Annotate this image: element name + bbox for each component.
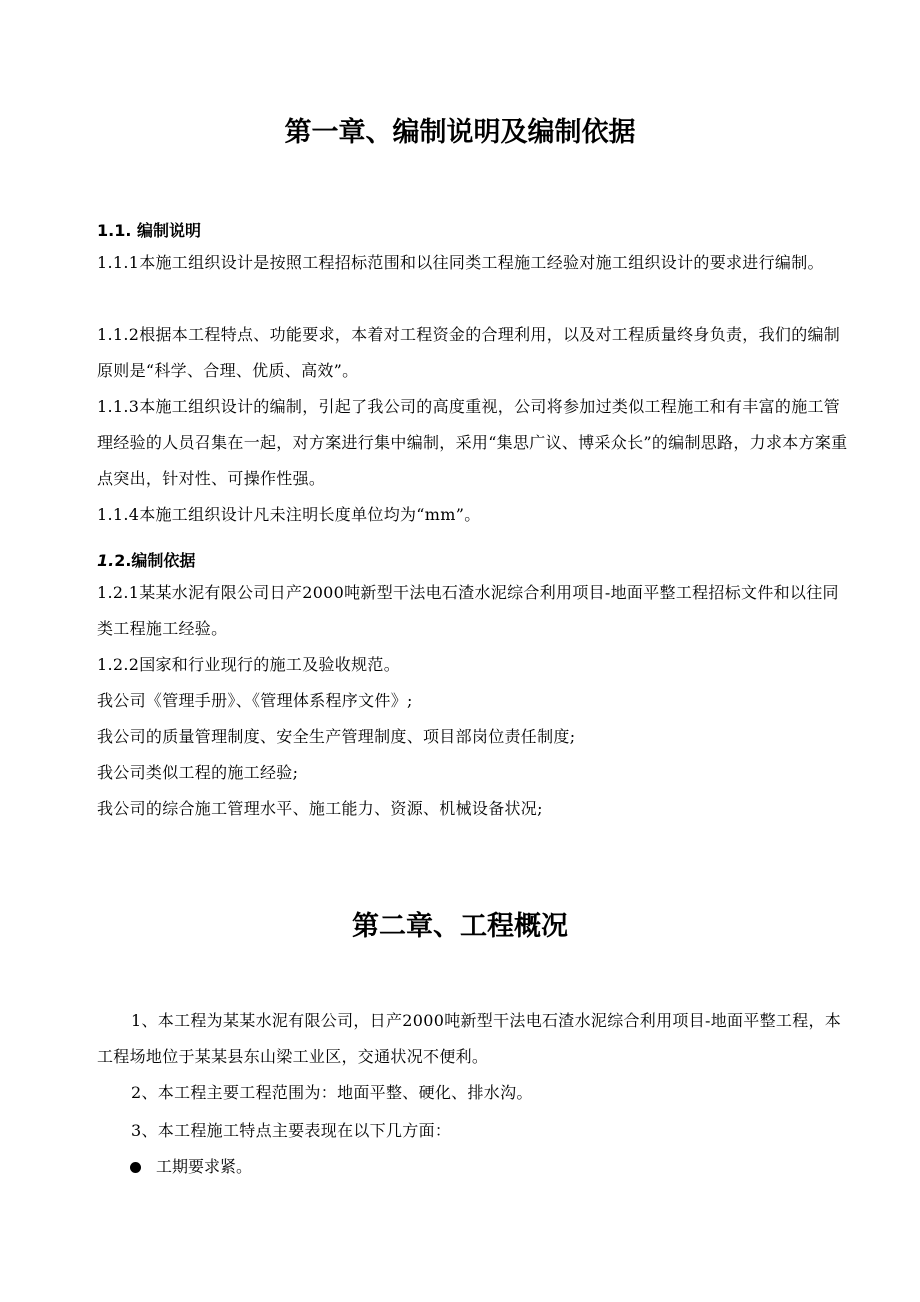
bullet-dot-icon bbox=[130, 1162, 141, 1173]
paragraph-1-1-1: 1.1.1本施工组织设计是按照工程招标范围和以往同类工程施工经验对施工组织设计的要求进行编制。 bbox=[97, 253, 824, 272]
overview-paragraph-2: 2、本工程主要工程范围为：地面平整、硬化、排水沟。 bbox=[131, 1083, 533, 1102]
section-1-2-heading bbox=[97, 550, 195, 572]
section-1-2-heading-text: 2.编制依据 bbox=[114, 551, 196, 570]
paragraph-basis-manual: 我公司《管理手册》、《管理体系程序文件》; bbox=[97, 691, 413, 710]
section-1-2-heading-number: 1. bbox=[97, 551, 115, 570]
chapter-2-title: 第二章、工程概况 bbox=[352, 911, 568, 942]
overview-paragraph-1: 1、本工程为某某水泥有限公司，日产2000吨新型干法电石渣水泥综合利用项目-地面平整工程，本工程场地位于某某县东山梁工业区，交通状况不便利。 bbox=[97, 1011, 842, 1066]
bullet-item bbox=[130, 1156, 252, 1178]
paragraph-basis-capability: 我公司的综合施工管理水平、施工能力、资源、机械设备状况; bbox=[97, 799, 543, 818]
paragraph-basis-experience: 我公司类似工程的施工经验; bbox=[97, 763, 299, 782]
paragraph-1-1-2: 1.1.2根据本工程特点、功能要求，本着对工程资金的合理利用，以及对工程质量终身负责，我们的编制原则是“科学、合理、优质、高效”。 bbox=[97, 325, 841, 380]
section-1-1-heading: 1.1. 编制说明 bbox=[97, 221, 201, 240]
overview-paragraph-3: 3、本工程施工特点主要表现在以下几方面： bbox=[131, 1121, 452, 1140]
paragraph-1-2-1: 1.2.1某某水泥有限公司日产2000吨新型干法电石渣水泥综合利用项目-地面平整工程招标文件和以往同类工程施工经验。 bbox=[97, 583, 839, 638]
paragraph-1-1-3: 1.1.3本施工组织设计的编制，引起了我公司的高度重视，公司将参加过类似工程施工和有丰富的施工管理经验的人员召集在一起，对方案进行集中编制，采用“集思广议、博采众长”的编制思路，力求本方案重点突出，针对性、可操作性强。 bbox=[97, 397, 848, 488]
paragraph-1-1-4: 1.1.4本施工组织设计凡未注明长度单位均为“mm”。 bbox=[97, 505, 481, 524]
paragraph-1-2-2: 1.2.2国家和行业现行的施工及验收规范。 bbox=[97, 655, 401, 674]
bullet-item-text: 工期要求紧。 bbox=[156, 1157, 253, 1176]
paragraph-basis-management: 我公司的质量管理制度、安全生产管理制度、项目部岗位责任制度; bbox=[97, 727, 576, 746]
chapter-1-title: 第一章、编制说明及编制依据 bbox=[284, 117, 636, 148]
